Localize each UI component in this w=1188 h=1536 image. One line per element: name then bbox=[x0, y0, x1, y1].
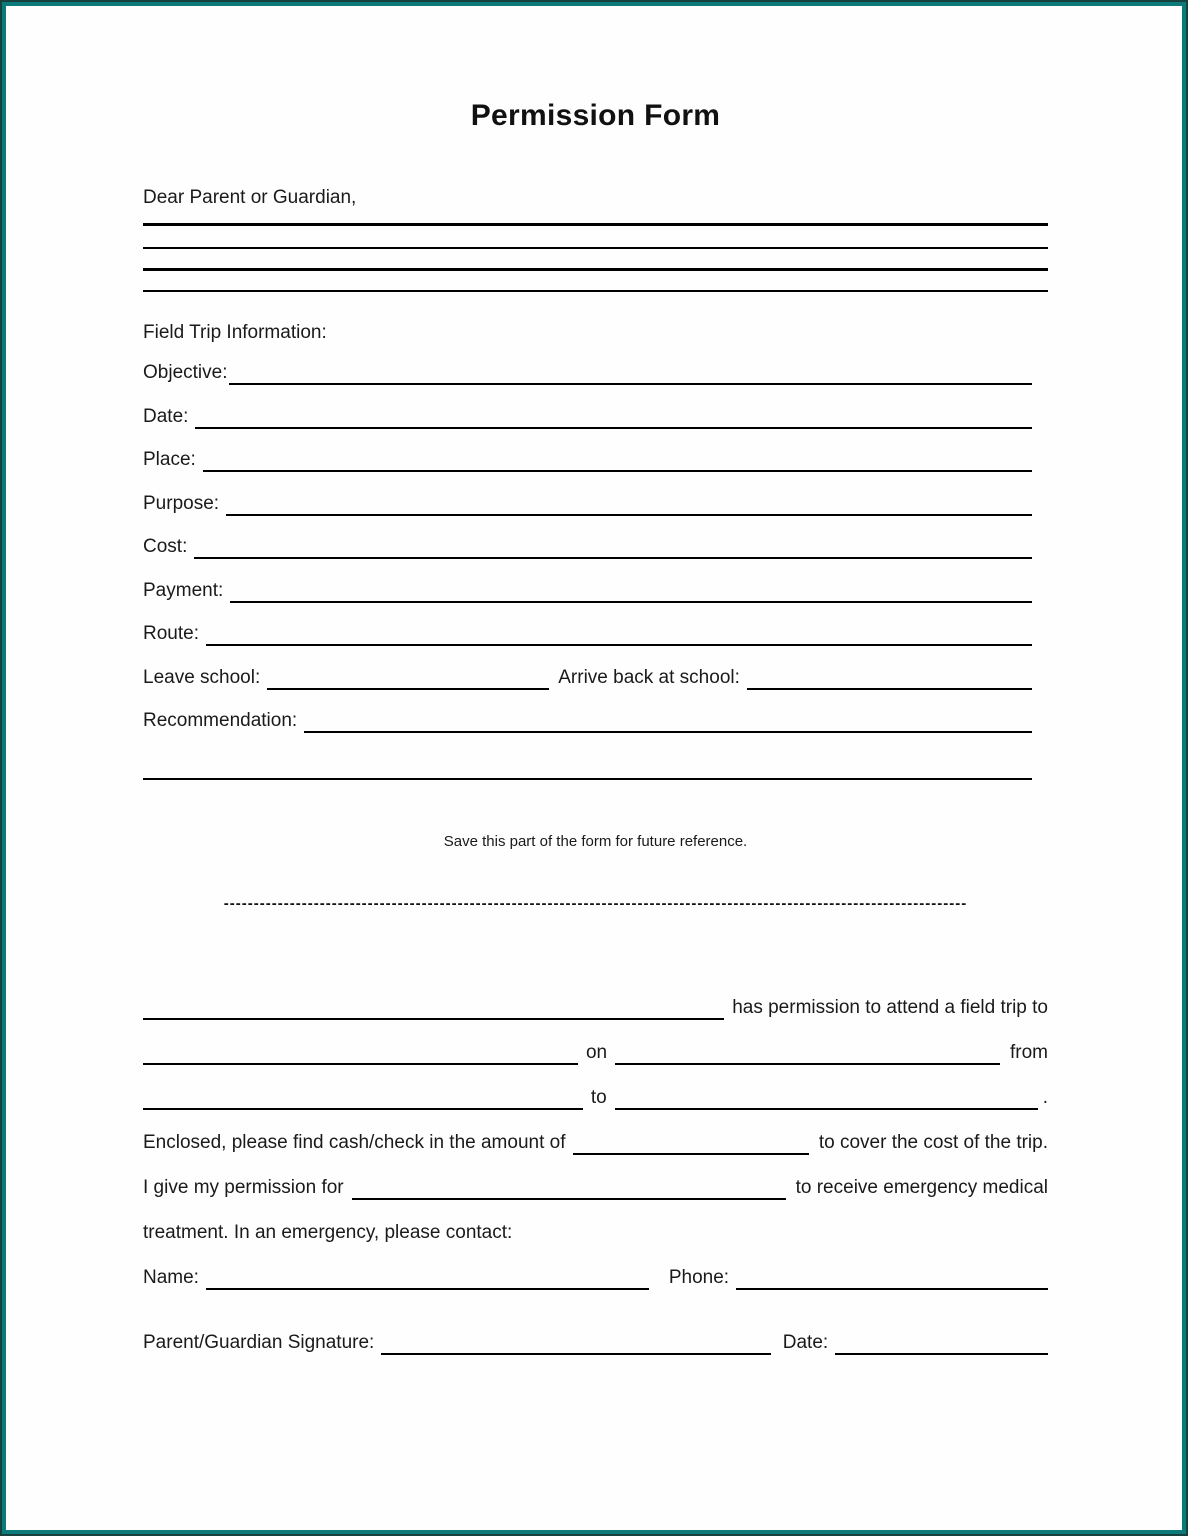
slip-row-enclosed bbox=[143, 1110, 1048, 1155]
slip-row-signature bbox=[143, 1310, 1048, 1355]
amount-blank[interactable] bbox=[573, 1153, 808, 1155]
from-text: from bbox=[1010, 1042, 1048, 1063]
objective-blank[interactable] bbox=[229, 383, 1032, 385]
section-heading-field-trip: Field Trip Information: bbox=[143, 322, 327, 343]
signature-label: Parent/Guardian Signature: bbox=[143, 1332, 375, 1353]
objective-label: Objective: bbox=[143, 362, 228, 383]
field-row-recommendation bbox=[143, 690, 1048, 734]
payment-label: Payment: bbox=[143, 579, 224, 601]
contact-name-label: Name: bbox=[143, 1267, 199, 1288]
leave-school-label: Leave school: bbox=[143, 666, 261, 688]
contact-phone-label: Phone: bbox=[668, 1267, 730, 1288]
treatment-text: treatment. In an emergency, please contact: bbox=[143, 1222, 513, 1243]
intro-blank-line-3[interactable] bbox=[143, 249, 1048, 271]
cost-blank[interactable] bbox=[194, 557, 1032, 559]
time-to-blank[interactable] bbox=[615, 1108, 1038, 1110]
trip-date-blank[interactable] bbox=[615, 1063, 1000, 1065]
recommendation-blank[interactable] bbox=[304, 731, 1032, 733]
on-text: on bbox=[585, 1042, 608, 1063]
purpose-label: Purpose: bbox=[143, 492, 220, 514]
form-content bbox=[143, 98, 1048, 1355]
route-label: Route: bbox=[143, 623, 199, 644]
slip-row-medical-permission bbox=[143, 1155, 1048, 1200]
slip-row-treatment bbox=[143, 1200, 1048, 1245]
section-divider: ---------------------------------------------------------------------------------------------------------------------------- bbox=[223, 897, 968, 911]
salutation: Dear Parent or Guardian, bbox=[143, 187, 357, 208]
slip-row-student-name bbox=[143, 975, 1048, 1020]
contact-phone-blank[interactable] bbox=[736, 1288, 1048, 1290]
recommendation-extra-blank-line[interactable] bbox=[143, 733, 1032, 780]
arrive-back-blank[interactable] bbox=[747, 688, 1032, 690]
student-name-blank[interactable] bbox=[143, 1018, 724, 1020]
enclosed-after-text: to cover the cost of the trip. bbox=[818, 1132, 1048, 1153]
signature-date-blank[interactable] bbox=[835, 1353, 1048, 1355]
place-blank[interactable] bbox=[203, 470, 1032, 472]
slip-row-contact bbox=[143, 1245, 1048, 1290]
arrive-back-label: Arrive back at school: bbox=[558, 666, 740, 688]
period-text: . bbox=[1042, 1087, 1048, 1108]
form-title: Permission Form bbox=[470, 99, 721, 132]
field-row-place bbox=[143, 429, 1048, 473]
field-row-payment bbox=[143, 559, 1048, 603]
field-row-purpose bbox=[143, 472, 1048, 516]
intro-blank-line-1[interactable] bbox=[143, 210, 1048, 226]
time-from-blank[interactable] bbox=[143, 1108, 583, 1110]
leave-school-blank[interactable] bbox=[267, 688, 549, 690]
intro-blank-line-4[interactable] bbox=[143, 271, 1048, 292]
slip-row-time-range bbox=[143, 1065, 1048, 1110]
intro-blank-lines bbox=[143, 210, 1048, 292]
attend-text: has permission to attend a field trip to bbox=[732, 997, 1048, 1018]
signature-blank[interactable] bbox=[381, 1353, 770, 1355]
field-row-objective bbox=[143, 345, 1048, 385]
permission-before-text: I give my permission for bbox=[143, 1177, 344, 1198]
field-row-leave-arrive bbox=[143, 646, 1048, 690]
purpose-blank[interactable] bbox=[226, 514, 1032, 516]
place-label: Place: bbox=[143, 449, 196, 470]
route-blank[interactable] bbox=[206, 644, 1032, 646]
payment-blank[interactable] bbox=[230, 601, 1032, 603]
recommendation-label: Recommendation: bbox=[143, 710, 298, 731]
destination-blank[interactable] bbox=[143, 1063, 578, 1065]
contact-name-blank[interactable] bbox=[206, 1288, 649, 1290]
intro-blank-line-2[interactable] bbox=[143, 226, 1048, 249]
field-row-route bbox=[143, 603, 1048, 647]
date-label: Date: bbox=[143, 405, 189, 427]
child-name-blank[interactable] bbox=[352, 1198, 786, 1200]
to-text: to bbox=[590, 1087, 607, 1108]
slip-row-destination-date bbox=[143, 1020, 1048, 1065]
field-row-cost bbox=[143, 516, 1048, 560]
permission-after-text: to receive emergency medical bbox=[795, 1177, 1048, 1198]
signature-date-label: Date: bbox=[782, 1332, 829, 1353]
date-blank[interactable] bbox=[195, 427, 1032, 429]
enclosed-before-text: Enclosed, please find cash/check in the amount of bbox=[143, 1132, 566, 1153]
cost-label: Cost: bbox=[143, 536, 188, 557]
field-row-date bbox=[143, 385, 1048, 429]
save-note: Save this part of the form for future reference. bbox=[443, 833, 748, 850]
